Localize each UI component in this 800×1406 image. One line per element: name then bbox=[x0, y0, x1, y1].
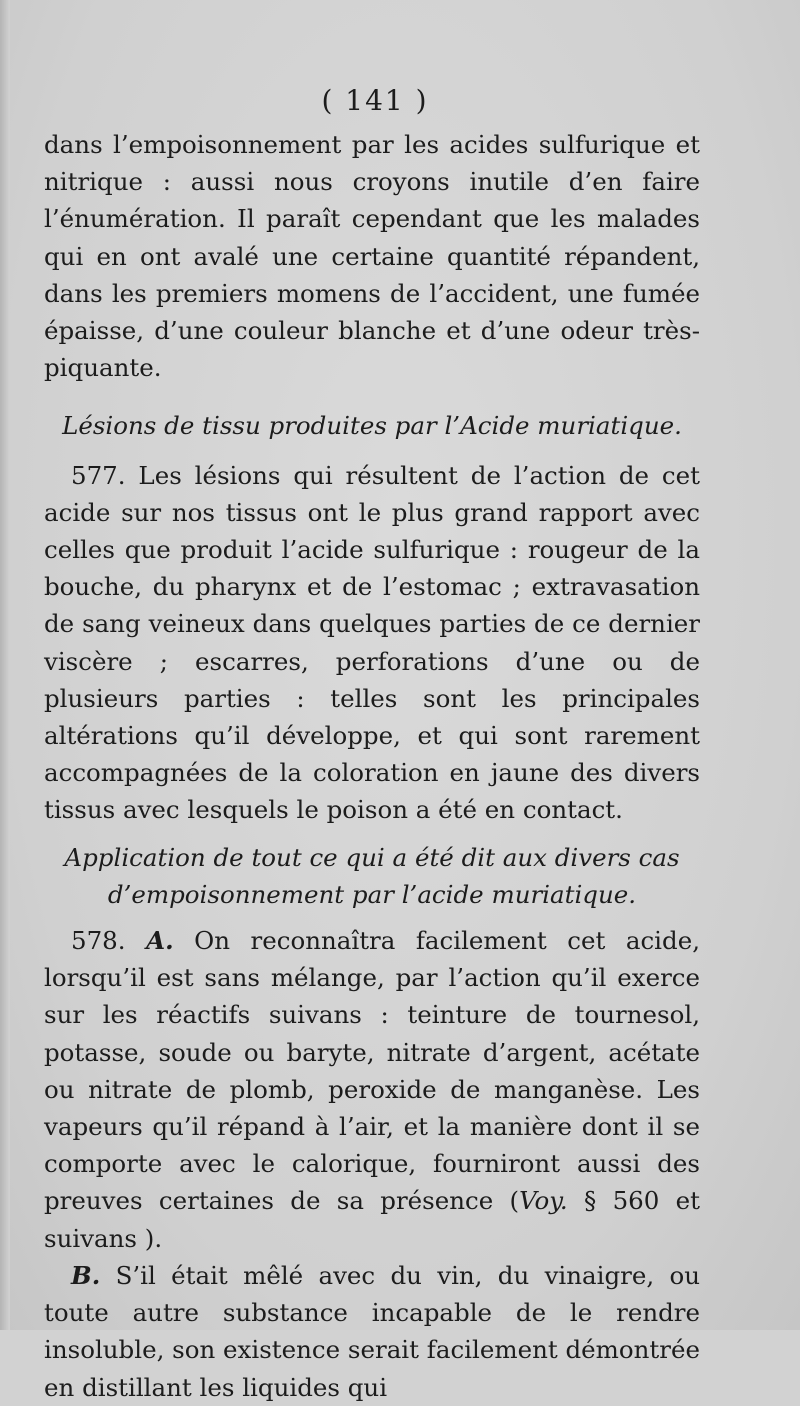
page-body bbox=[44, 126, 700, 1406]
paragraph-B-text: S’il était mêlé avec du vin, du vinaigre, ou toute autre substance incapable de le rendre insoluble, son existence serait facilement démontrée en distillant les liquides qui bbox=[44, 1260, 700, 1402]
paragraph-intro: dans l’empoisonnement par les acides sulfurique et nitrique : aussi nous croyons inutile d’en faire l’énumération. Il paraît cependant que les malades qui en ont avalé une certaine quantité répandent, dans les premiers momens de l’accident, une fumée épaisse, d’une couleur blanche et d’une odeur très-piquante. bbox=[44, 130, 700, 383]
section-heading-lesions: Lésions de tissu produites par l’Acide muriatique. bbox=[62, 411, 682, 441]
paragraph-578 bbox=[44, 922, 700, 1257]
paragraph-578-number: 578. bbox=[71, 926, 126, 956]
paragraph-578-text: On reconnaîtra facilement cet acide, lorsqu’il est sans mélange, par l’action qu’il exerce sur les réactifs suivans : teinture de tournesol, potasse, soude ou baryte, nitrate d’argent, acétate ou nitrate de plomb, peroxide de manganèse. Les vapeurs qu’il répand à l’air, et la manière dont il se comporte avec le calorique, fourniront aussi des preuves certaines de sa présence ( bbox=[44, 926, 700, 1216]
page-number: ( 141 ) bbox=[321, 84, 429, 117]
paragraph-578-text-end: § 560 et suivans ). bbox=[44, 1186, 700, 1253]
paragraph-577: 577. Les lésions qui résultent de l’action de cet acide sur nos tissus ont le plus grand rapport avec celles que produit l’acide sulfurique : rougeur de la bouche, du pharynx et de l’estomac ; extravasation de sang veineux dans quelques parties de ce dernier viscère ; escarres, perforations d’une ou de plusieurs parties : telles sont les principales altérations qu’il développe, et qui sont rarement accompagnées de la coloration en jaune des divers tissus avec lesquels le poison a été en contact. bbox=[44, 460, 700, 825]
section-heading-application-line1: Application de tout ce qui a été dit aux divers cas bbox=[64, 842, 680, 872]
section-heading-application bbox=[44, 839, 700, 913]
page-edge-shadow bbox=[0, 0, 10, 1330]
section-heading-application-line2: d’empoisonnement par l’acide muriatique. bbox=[107, 879, 637, 909]
paragraph-B-letter: B. bbox=[71, 1260, 101, 1290]
paragraph-B bbox=[44, 1257, 700, 1406]
paragraph-578-voy: Voy. bbox=[519, 1186, 568, 1216]
paragraph-578-letter: A. bbox=[146, 926, 174, 956]
